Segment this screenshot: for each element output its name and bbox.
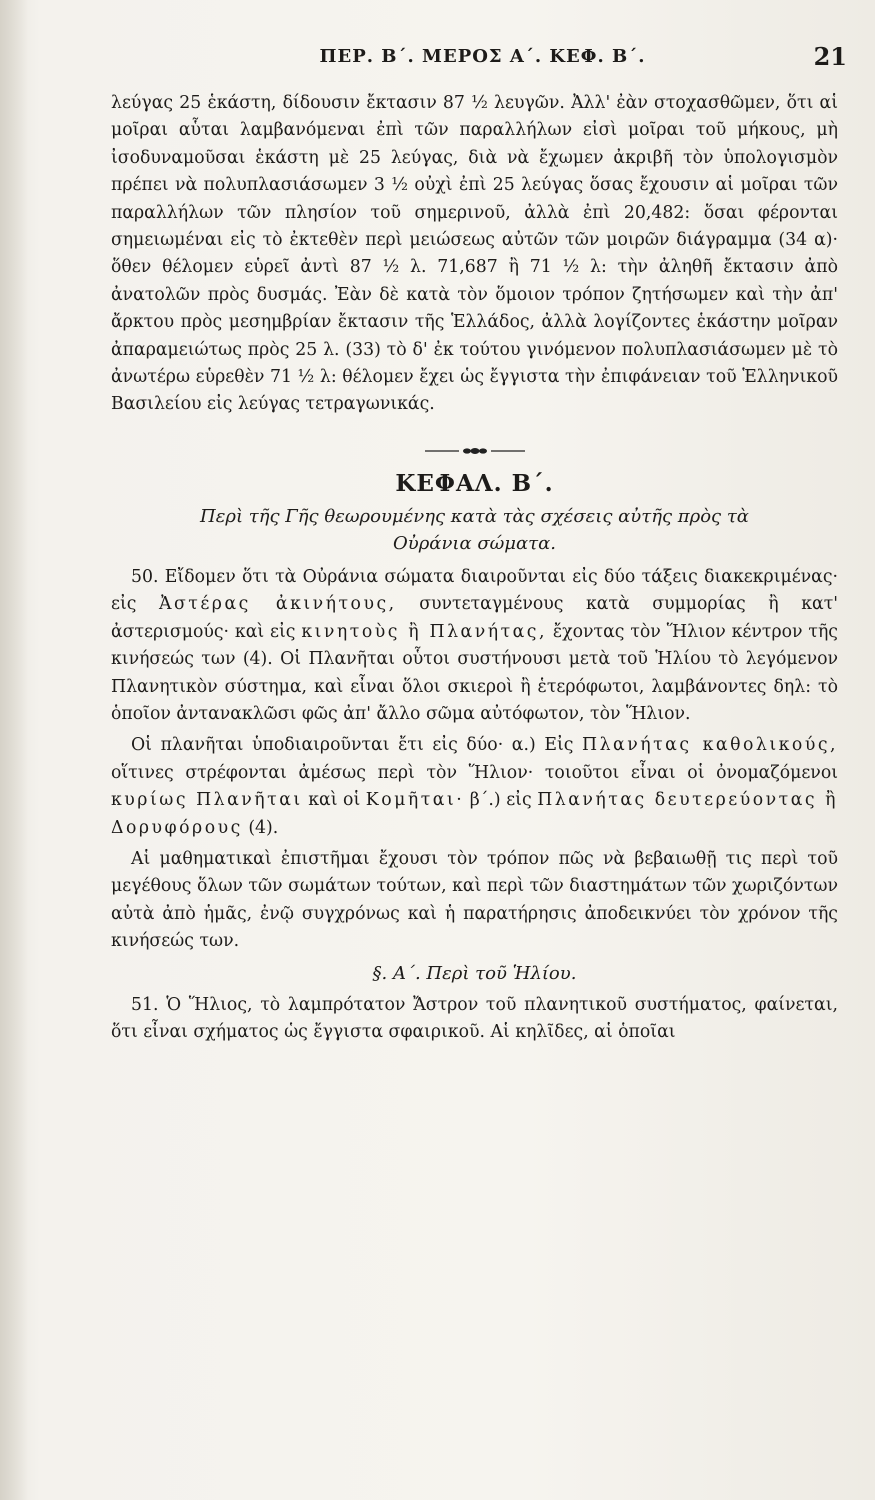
text-run: 50. Εἴδομεν ὅτι τὰ Οὐράνια σώματα διαιροῦνται εἰς δύο τάξεις διακεκριμένας· εἰς [111, 566, 838, 615]
paragraph-50 [111, 564, 838, 728]
spaced-term: Ἀστέρας ἀκινήτους, [159, 594, 397, 615]
spaced-term: Πλανήτας καθολικούς, [582, 735, 839, 756]
page-text [111, 90, 838, 1046]
section-heading: §. Α΄. Περὶ τοῦ Ἡλίου. [372, 962, 577, 984]
paragraph-51: 51. Ὁ Ἥλιος, τὸ λαμπρότατον Ἄστρον τοῦ πλανητικοῦ συστήματος, φαίνεται, ὅτι εἶναι σχήματος ὡς ἔγγιστα σφαιρικοῦ. Αἱ κηλῖδες, αἱ ὁποῖαι [111, 994, 838, 1042]
chapter-title: ΚΕΦΑΛ. Β΄. [395, 469, 554, 497]
text-run: β΄.) εἰς [469, 790, 532, 811]
text-run: ἔχοντας τὸν Ἥλιον κέντρον τῆς κινήσεώς των (4). Οἱ Πλανῆται οὗτοι συστήνουσι μετὰ τοῦ Ἡλίου τὸ λεγόμενον Πλανητικὸν σύστημα, καὶ εἶναι ὅλοι σκιεροὶ ἢ ἑτερόφωτοι, λαμβάνοντες δηλ: τὸ ὁποῖον ἀντανακλῶσι φῶς ἀπ' ἄλλο σῶμα αὐτόφωτον, τὸν Ἥλιον. [111, 621, 838, 724]
paragraph-planets [111, 732, 838, 842]
chapter-subtitle-line-2: Οὐράνια σώματα. [393, 532, 556, 554]
ornamental-divider [423, 445, 527, 457]
paragraph-mathematics: Αἱ μαθηματικαὶ ἐπιστῆμαι ἔχουσι τὸν τρόπον πῶς νὰ βεβαιωθῇ τις περὶ τοῦ μεγέθους ὅλων τῶν σωμάτων τούτων, καὶ περὶ τῶν διαστημάτων τῶν χωριζόντων αὐτὰ ἀπὸ ἡμᾶς, ἐνῷ συγχρόνως καὶ ἡ παρατήρησις ἀποδεικνύει τὸν χρόνον τῆς κινήσεώς των. [111, 848, 838, 952]
spaced-term: Κομῆται· [365, 790, 465, 811]
paragraph-continuation: λεύγας 25 ἑκάστη, δίδουσιν ἔκτασιν 87 ½ λευγῶν. Ἀλλ' ἐὰν στοχασθῶμεν, ὅτι αἱ μοῖραι αὗται λαμβανόμεναι ἐπὶ τῶν παραλλήλων εἰσὶ μοῖραι τοῦ μήκους, μὴ ἰσοδυναμοῦσαι ἑκάστη μὲ 25 λεύγας, διὰ νὰ ἔχωμεν ἀκριβῆ τὸν ὑπολογισμὸν πρέπει νὰ πολυπλασιάσωμεν 3 ½ οὐχὶ ἐπὶ 25 λεύγας ὅσας ἔχουσιν αἱ μοῖραι τῶν παραλλήλων τῶν πλησίον τοῦ σημερινοῦ, ἀλλὰ ἐπὶ 20,482: ὅσαι φέρονται σημειωμέναι εἰς τὸ ἐκτεθὲν περὶ μειώσεως αὐτῶν τῶν μοιρῶν διάγραμμα (34 α)· ὅθεν θέλομεν εὑρεῖ ἀντὶ 87 ½ λ. 71,687 ἢ 71 ½ λ: τὴν ἀληθῆ ἔκτασιν ἀπὸ ἀνατολῶν πρὸς δυσμάς. Ἐὰν δὲ κατὰ τὸν ὅμοιον τρόπον ζητήσωμεν καὶ τὴν ἀπ' ἄρκτου πρὸς μεσημβρίαν ἔκτασιν τῆς Ἑλλάδος, ἀλλὰ λογίζοντες ἑκάστην μοῖραν ἀπαραμειώτως πρὸς 25 λ. (33) τὸ δ' ἐκ τούτου γινόμενον πολυπλασιάσωμεν μὲ τὸ ἀνωτέρω εὑρεθὲν 71 ½ λ: θέλομεν ἔχει ὡς ἔγγιστα τὴν ἐπιφάνειαν τοῦ Ἑλληνικοῦ Βασιλείου εἰς λεύγας τετραγωνικάς. [111, 93, 838, 415]
spaced-term: Πλανήτας δευτερεύοντας ἢ Δορυφόρους [111, 790, 838, 838]
page-gutter-shadow [0, 0, 28, 1500]
running-head: ΠΕΡ. Β΄. ΜΕΡΟΣ Α΄. ΚΕΦ. Β΄. [319, 46, 646, 67]
text-run: οἵτινες στρέφονται ἀμέσως περὶ τὸν Ἥλιον· τοιοῦτοι εἶναι οἱ ὀνομαζόμενοι [111, 762, 838, 783]
text-run: συντεταγμένους κατὰ συμμορίας ἢ κατ' ἀστερισμούς· καὶ εἰς [111, 594, 839, 642]
text-run: Οἱ πλανῆται ὑποδιαιροῦνται ἔτι εἰς δύο· α.) Εἰς [131, 735, 574, 756]
chapter-subtitle [111, 503, 838, 557]
text-run: καὶ οἱ [308, 790, 361, 811]
spaced-term: κυρίως Πλανῆται [111, 790, 303, 811]
page-header [118, 44, 847, 78]
page-number: 21 [813, 42, 847, 71]
text-run: (4). [248, 817, 279, 838]
chapter-subtitle-line-1: Περὶ τῆς Γῆς θεωρουμένης κατὰ τὰς σχέσεις αὐτῆς πρὸς τὰ [200, 505, 749, 527]
spaced-term: κινητοὺς ἢ Πλανήτας, [301, 621, 547, 642]
